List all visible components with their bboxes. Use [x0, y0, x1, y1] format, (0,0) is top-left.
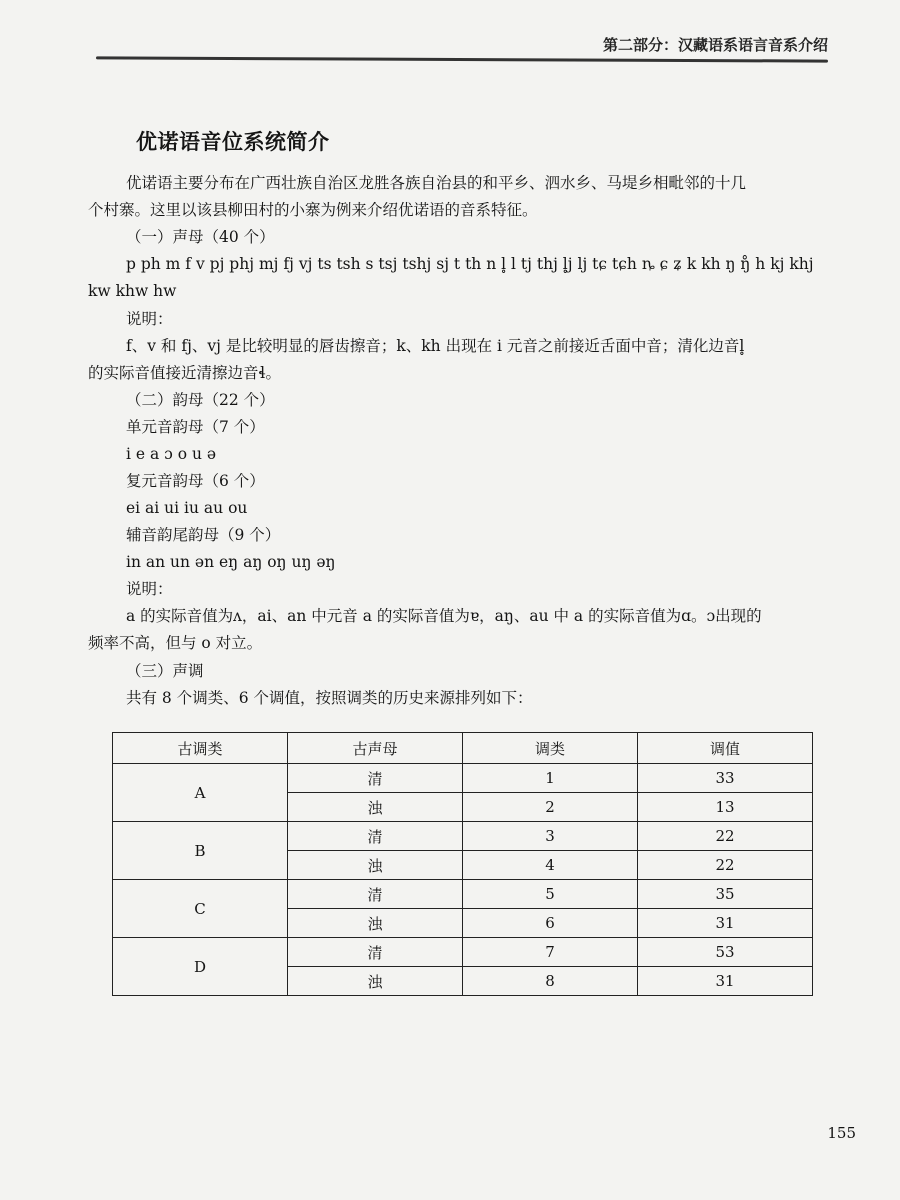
monophthong-label: 单元音韵母（7 个）	[126, 418, 265, 436]
initial-cell: 清	[288, 822, 463, 851]
table-header-cell: 古调类	[113, 733, 288, 764]
tone-class-cell: 7	[463, 938, 638, 967]
tone-category-cell: B	[113, 822, 288, 880]
nasal-final-label: 辅音韵尾韵母（9 个）	[126, 526, 281, 544]
tone-value-cell: 22	[638, 851, 813, 880]
intro-line-1: 优诺语主要分布在广西壮族自治区龙胜各族自治县的和平乡、泗水乡、马堤乡相毗邻的十几	[126, 174, 747, 192]
table-row	[113, 764, 813, 793]
page-number: 155	[827, 1124, 856, 1142]
table-header-row	[113, 733, 813, 764]
tone-class-cell: 8	[463, 967, 638, 996]
finals-note-line-2: 频率不高，但与 o 对立。	[88, 634, 263, 652]
tone-value-cell: 13	[638, 793, 813, 822]
finals-note-line-1: a 的实际音值为ʌ，ai、an 中元音 a 的实际音值为ɐ，aŋ、au 中 a 的实际音值为ɑ。ɔ出现的	[126, 607, 762, 625]
finals-heading: （二）韵母（22 个）	[126, 391, 275, 409]
tone-class-cell: 5	[463, 880, 638, 909]
table-row	[113, 880, 813, 909]
tone-category-cell: A	[113, 764, 288, 822]
table-row	[113, 822, 813, 851]
section-title: 优诺语音位系统简介	[136, 130, 330, 154]
tone-class-cell: 2	[463, 793, 638, 822]
nasal-final-list: in an un ən eŋ aŋ oŋ uŋ əŋ	[126, 553, 336, 571]
table-header-cell: 调类	[463, 733, 638, 764]
diphthong-label: 复元音韵母（6 个）	[126, 472, 265, 490]
initials-list-line-2: kw khw hw	[88, 282, 177, 300]
monophthong-list: i e a ɔ o u ə	[126, 445, 217, 463]
tone-class-cell: 6	[463, 909, 638, 938]
table-header-cell: 古声母	[288, 733, 463, 764]
tone-value-cell: 31	[638, 967, 813, 996]
initials-list-line-1: p ph m f v pj phj mj fj vj ts tsh s tsj tshj sj t th n l̥ l tj thj l̥j lj tɕ tɕh ȵ ɕ ʑ k kh ŋ ŋ̊ h kj khj	[126, 255, 814, 273]
tone-value-cell: 33	[638, 764, 813, 793]
tone-value-cell: 35	[638, 880, 813, 909]
tone-class-cell: 3	[463, 822, 638, 851]
initial-cell: 清	[288, 938, 463, 967]
table-row	[113, 938, 813, 967]
tone-category-cell: C	[113, 880, 288, 938]
tone-class-cell: 1	[463, 764, 638, 793]
table-header-cell: 调值	[638, 733, 813, 764]
initials-note-line-2: 的实际音值接近清擦边音ɬ。	[88, 364, 282, 382]
finals-note-label: 说明：	[126, 580, 173, 598]
tone-value-cell: 22	[638, 822, 813, 851]
initial-cell: 浊	[288, 967, 463, 996]
initial-cell: 浊	[288, 793, 463, 822]
intro-line-2: 个村寨。这里以该县柳田村的小寨为例来介绍优诺语的音系特征。	[88, 201, 538, 219]
tone-category-cell: D	[113, 938, 288, 996]
tones-heading: （三）声调	[126, 662, 204, 680]
diphthong-list: ei ai ui iu au ou	[126, 499, 248, 517]
tone-class-cell: 4	[463, 851, 638, 880]
header-rule	[96, 56, 828, 62]
tone-table	[112, 732, 813, 996]
initial-cell: 浊	[288, 909, 463, 938]
tone-value-cell: 31	[638, 909, 813, 938]
tones-intro: 共有 8 个调类、6 个调值，按照调类的历史来源排列如下：	[126, 689, 533, 707]
initial-cell: 清	[288, 880, 463, 909]
initials-note-label: 说明：	[126, 310, 173, 328]
initials-note-line-1: f、v 和 fj、vj 是比较明显的唇齿擦音；k、kh 出现在 i 元音之前接近舌面中音；清化边音l̥	[126, 337, 745, 355]
initial-cell: 浊	[288, 851, 463, 880]
running-header: 第二部分：汉藏语系语言音系介绍	[602, 36, 828, 54]
initials-heading: （一）声母（40 个）	[126, 228, 275, 246]
initial-cell: 清	[288, 764, 463, 793]
tone-value-cell: 53	[638, 938, 813, 967]
